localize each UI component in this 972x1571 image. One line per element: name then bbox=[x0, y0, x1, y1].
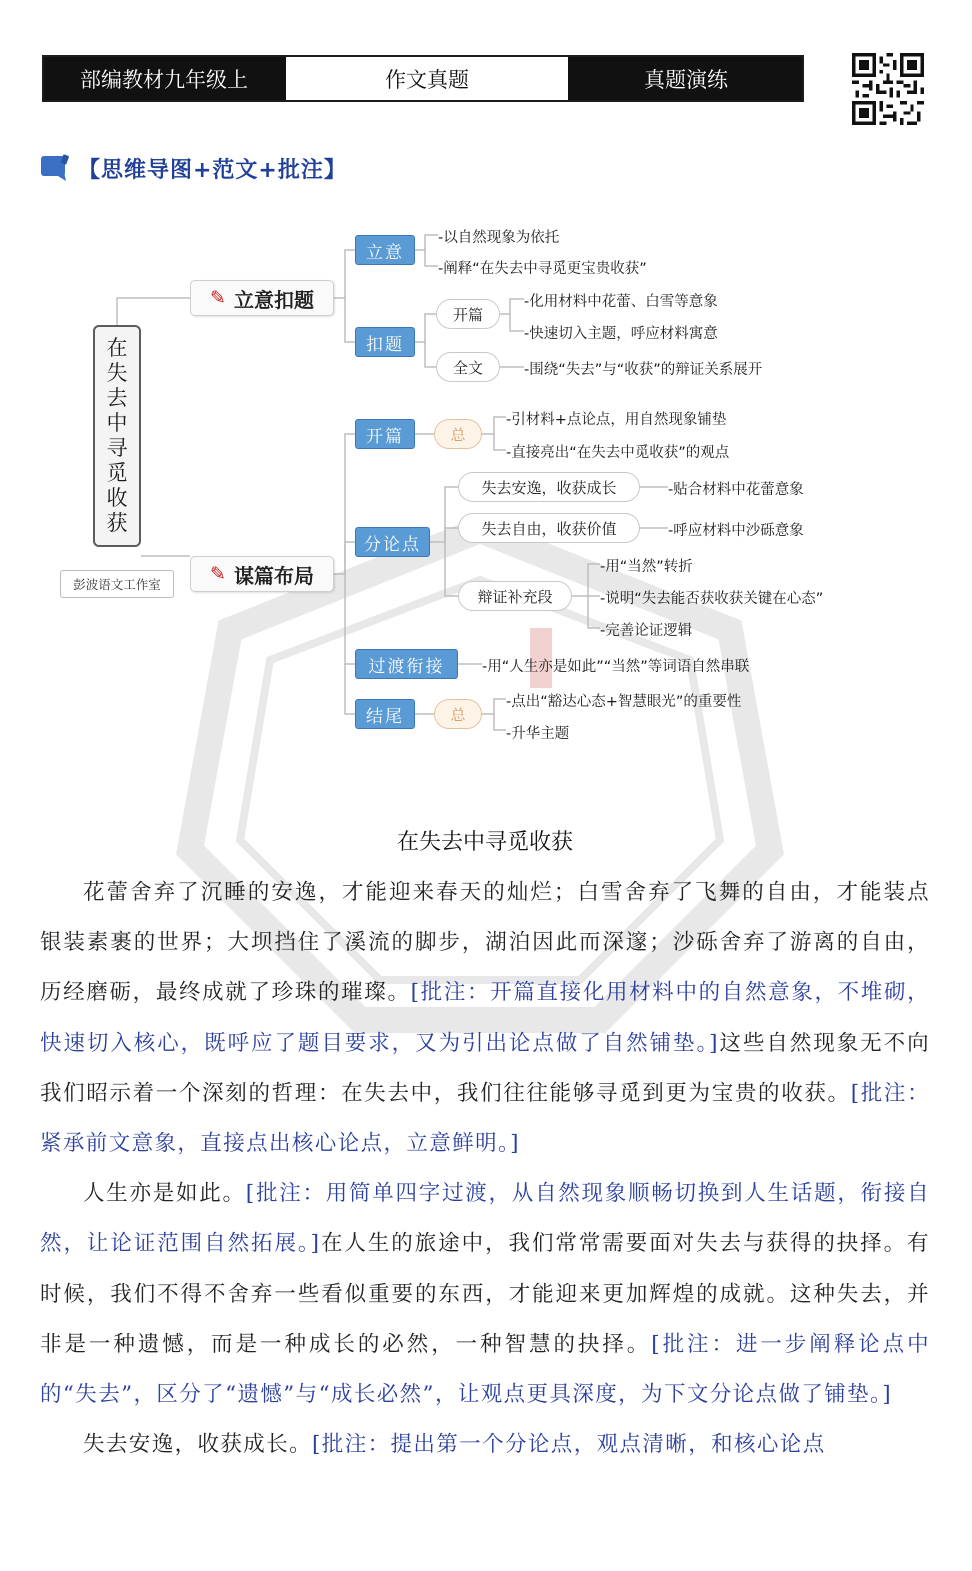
leaf-text: -以自然现象为依托 bbox=[438, 230, 560, 246]
leaf-text: -说明“失去能否获收获关键在心态” bbox=[600, 591, 824, 607]
leaf-text: -化用材料中花蕾、白雪等意象 bbox=[524, 294, 718, 310]
section-title-text: 【思维导图+范文+批注】 bbox=[78, 157, 347, 183]
branch-label: 谋篇布局 bbox=[233, 563, 314, 588]
essay-text: 这些自然现象无不向我们昭示着一个深刻的哲理：在失去中，我们往往能够寻觅到更为宝贵的收获。 bbox=[40, 1030, 930, 1106]
leaf-text: -用“当然”转折 bbox=[600, 559, 693, 575]
header-practice: 真题演练 bbox=[570, 57, 802, 100]
leaf-text: -快速切入主题，呼应材料寓意 bbox=[524, 326, 718, 342]
branch-liyi-koutí bbox=[190, 280, 334, 316]
header-bar bbox=[42, 55, 804, 102]
node-fenlundian: 分论点 bbox=[355, 527, 430, 557]
leaf-text: -直接亮出“在失去中觅收获”的观点 bbox=[506, 445, 730, 461]
essay-paragraph bbox=[40, 1420, 930, 1470]
essay-paragraph bbox=[40, 868, 930, 1169]
section-title bbox=[40, 148, 347, 188]
annotation: [批注：提出第一个分论点，观点清晰，和核心论点 bbox=[312, 1432, 826, 1458]
node-p3: 辩证补充段 bbox=[458, 581, 572, 611]
tag-zong: 总 bbox=[434, 699, 482, 729]
essay-text: 失去安逸，收获成长。 bbox=[83, 1432, 313, 1458]
node-kouti: 扣题 bbox=[355, 327, 415, 357]
pencil-icon: ✎ bbox=[210, 563, 226, 585]
annotation: [批注：开篇直接化用材料中的自然意象，不堆砌，快速切入核心，既呼应了题目要求，又为引出论点做了自然铺垫。] bbox=[40, 980, 931, 1056]
node-quanwen: 全文 bbox=[436, 352, 500, 382]
root-char: 寻 bbox=[106, 436, 128, 460]
mind-map-root bbox=[93, 325, 141, 547]
root-char: 去 bbox=[106, 386, 128, 410]
essay-paragraph bbox=[40, 1169, 930, 1420]
annotation: [批注：用简单四字过渡，从自然现象顺畅切换到人生话题，衔接自然，让论证范围自然拓展。] bbox=[40, 1181, 930, 1257]
node-jiewei: 结尾 bbox=[355, 699, 415, 729]
leaf-text: -用“人生亦是如此”“当然”等词语自然串联 bbox=[482, 659, 750, 675]
node-liyi: 立意 bbox=[355, 235, 415, 265]
branch-label: 立意扣题 bbox=[233, 287, 314, 312]
root-char: 中 bbox=[106, 411, 128, 435]
leaf-text: -点出“豁达心态+智慧眼光”的重要性 bbox=[506, 694, 742, 710]
root-char: 收 bbox=[106, 486, 128, 510]
root-char: 失 bbox=[106, 361, 128, 385]
leaf-text: -完善论证逻辑 bbox=[600, 623, 693, 639]
header-grade: 部编教材九年级上 bbox=[44, 57, 284, 100]
essay-text: 人生亦是如此。 bbox=[83, 1181, 246, 1207]
essay-text: 花蕾舍弃了沉睡的安逸，才能迎来春天的灿烂；白雪舍弃了飞舞的自由，才能装点银装素裹的世界；大坝挡住了溪流的脚步，湖泊因此而深邃；沙砾舍弃了游离的自由，历经磨砺，最终成就了珍珠的璀璨。 bbox=[40, 880, 930, 1006]
pencil-icon: ✎ bbox=[210, 287, 226, 309]
root-char: 获 bbox=[106, 511, 128, 535]
essay bbox=[40, 818, 930, 1470]
leaf-text: -贴合材料中花蕾意象 bbox=[668, 482, 804, 498]
essay-title: 在失去中寻觅收获 bbox=[396, 830, 573, 855]
leaf-text: -呼应材料中沙砾意象 bbox=[668, 523, 804, 539]
essay-text: 在人生的旅途中，我们常常需要面对失去与获得的抉择。有时候，我们不得不舍弃一些看似重要的东西，才能迎来更加辉煌的成就。这种失去，并非是一种遗憾，而是一种成长的必然，一种智慧的抉择。 bbox=[40, 1231, 931, 1357]
note-icon bbox=[40, 154, 70, 182]
root-char: 觅 bbox=[106, 461, 128, 485]
tag-zong: 总 bbox=[434, 419, 482, 449]
mind-map bbox=[0, 210, 972, 770]
qr-code-icon bbox=[852, 53, 924, 125]
node-p2: 失去自由，收获价值 bbox=[458, 513, 640, 543]
root-char: 在 bbox=[106, 336, 128, 360]
annotation: [批注：紧承前文意象，直接点出核心论点，立意鲜明。] bbox=[40, 1080, 930, 1157]
node-p1: 失去安逸，收获成长 bbox=[458, 472, 640, 502]
leaf-text: -围绕“失去”与“收获”的辩证关系展开 bbox=[524, 362, 763, 378]
leaf-text: -引材料+点论点，用自然现象铺垫 bbox=[506, 412, 727, 428]
branch-moupian bbox=[190, 556, 334, 592]
annotation: [批注：进一步阐释论点中的“失去”，区分了“遗憾”与“成长必然”，让观点更具深度，为下文分论点做了铺垫。] bbox=[40, 1331, 930, 1408]
leaf-text: -升华主题 bbox=[506, 726, 570, 742]
node-kaipian: 开篇 bbox=[436, 299, 500, 329]
header-category: 作文真题 bbox=[284, 57, 570, 100]
studio-label: 彭波语文工作室 bbox=[60, 570, 174, 598]
node-kaipian-2: 开篇 bbox=[355, 419, 415, 449]
leaf-text: -阐释“在失去中寻觅更宝贵收获” bbox=[438, 261, 647, 277]
node-guodu: 过渡衔接 bbox=[355, 649, 458, 679]
